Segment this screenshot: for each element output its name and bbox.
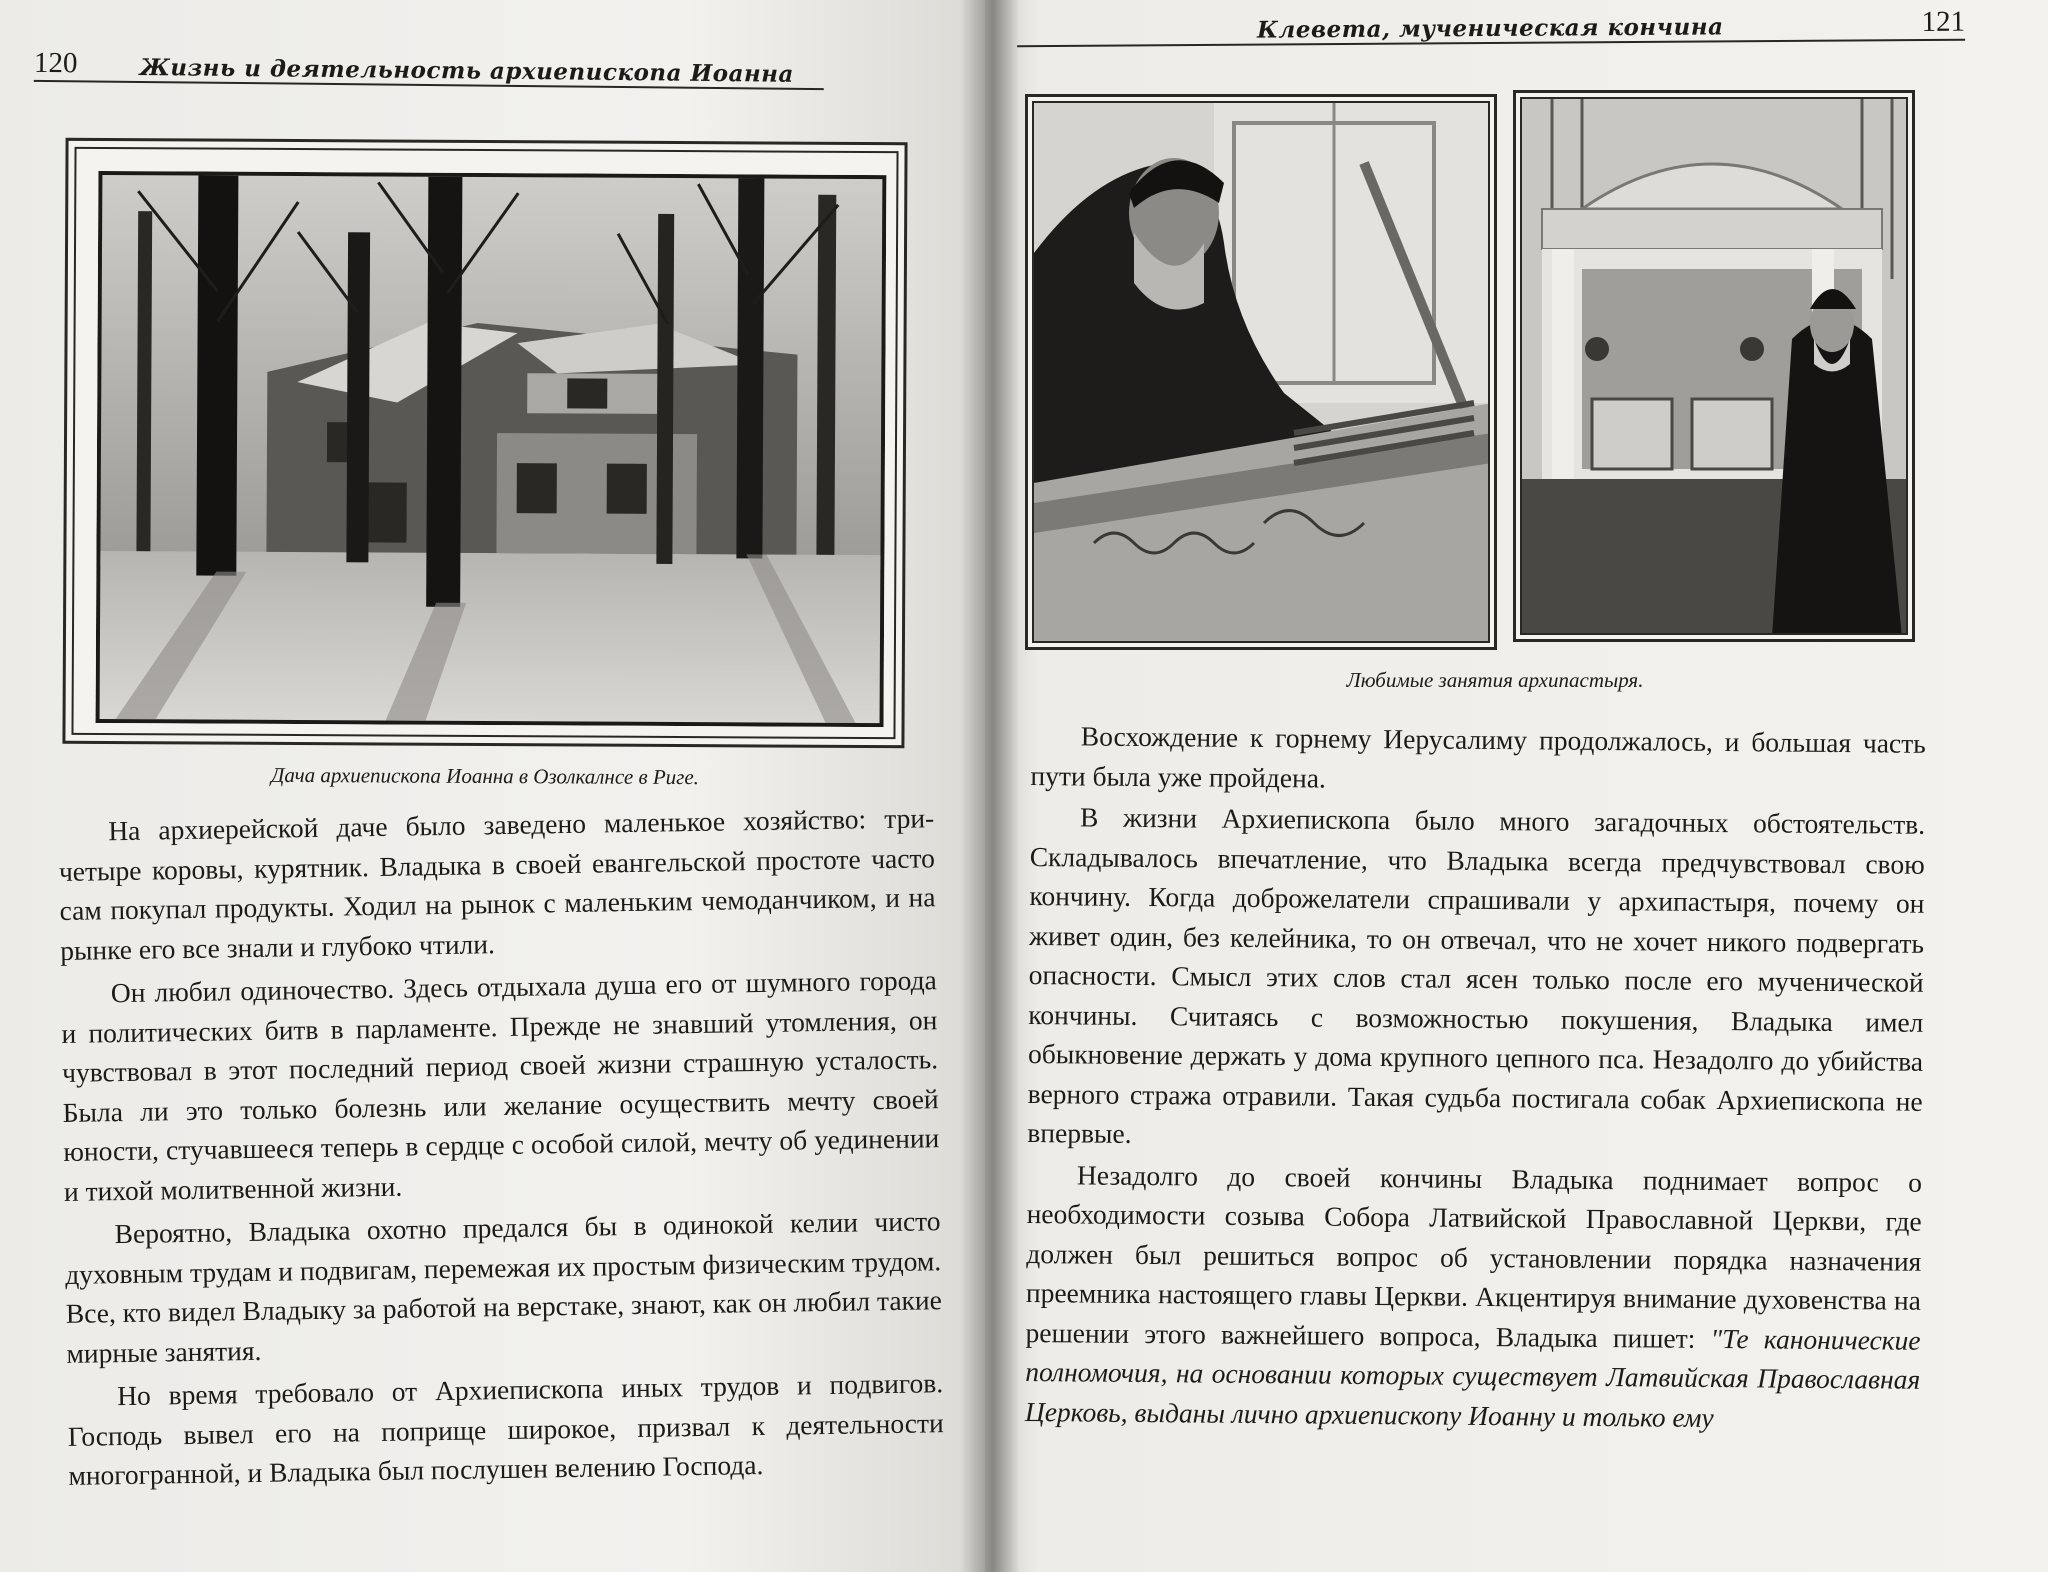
left-paragraph-2: Он любил одиночество. Здесь отдыхала душа его от шумного города и политических битв в парламенте. Прежде не знавший утомления, он чувствовал в этот последний период своей жизни страшную усталость. Была ли это только болезнь или желание осуществить мечту своей юности, стучавшееся теперь в сердце с особой силой, мечту об уединении и тихой молитвенной жизни. — [61, 964, 940, 1207]
workbench-photo-image — [1034, 103, 1490, 643]
right-paragraph-2: В жизни Архиепископа было много загадочных обстоятельств. Складывалось впечатление, что Владыка всегда предчувствовал свою кончину. Когда доброжелатели спрашивали у архипастыря, почему он живет один, без келейника, то он отвечал, что не хочет никого подвергать опасности. Смысл этих слов стал ясен только после его мученической кончины. Считаясь с возможностью покушения, Владыка имел обыкновение держать у дома крупного цепного пса. Незадолго до убийства верного стража отравили. Такая судьба постигала собак Архиепископа не впервые. — [1027, 801, 1926, 1149]
right-running-title: Клевета, мученическая кончина — [1256, 13, 1724, 44]
right-running-head — [1017, 0, 1965, 47]
right-paragraph-3-text: Незадолго до своей кончины Владыка поднимает вопрос о необходимости созыва Собора Латвийской Православной Церкви, где должен был решиться вопрос об установлении порядка назначения преемника настоящего главы Церкви. Акцентируя внимание духовенства на решении этого важнейшего вопроса, Владыка пишет: — [1025, 1158, 1923, 1354]
apiary-photo — [1513, 90, 1915, 642]
apiary-photo-image — [1522, 99, 1908, 635]
left-page — [0, 0, 985, 1572]
dacha-photo — [62, 138, 907, 748]
left-paragraph-4: Но время требовало от Архиепископа иных трудов и подвигов. Господь вывел его на поприще широкое, призвал к деятельности многогранной, и Владыка был послушен велению Господа. — [67, 1367, 944, 1491]
left-body-text — [58, 798, 945, 1495]
right-page — [985, 0, 2048, 1572]
left-running-head — [34, 36, 824, 90]
left-running-title: Жизнь и деятельность архиепископа Иоанна — [139, 53, 795, 88]
workbench-photo — [1025, 94, 1497, 650]
left-photo-caption: Дача архиепископа Иоанна в Озолкалнсе в Риге. — [270, 762, 700, 790]
left-page-number: 120 — [33, 46, 78, 80]
right-paragraph-3-quote: "Те канонические полномочия, на основании которых существует Латвийская Православная Церковь, выданы лично архиепископу Иоанну и только ему — [1024, 1322, 1921, 1433]
right-photo-caption: Любимые занятия архипастыря. — [1346, 668, 1644, 692]
right-page-number: 121 — [1921, 5, 1966, 38]
dacha-photo-image — [96, 171, 887, 727]
left-paragraph-3: Вероятно, Владыка охотно предался бы в одинокой келии чисто духовным трудам и подвигам, перемежая их простым физическим трудом. Все, кто видел Владыку за работой на верстаке, знают, как он любил такие мирные занятия. — [65, 1205, 943, 1369]
right-paragraph-1: Восхождение к горнему Иерусалиму продолжалось, и большая часть пути была уже пройдена. — [1030, 720, 1926, 794]
right-body-text — [1025, 716, 1926, 1439]
right-paragraph-3 — [1025, 1154, 1922, 1438]
left-paragraph-1: На архиерейской даче было заведено маленькое хозяйство: три-четыре коровы, курятник. Владыка в своей евангельской простоте часто сам покупал продукты. Ходил на рынок с маленьким чемоданчиком, и на рынке его все знали и глубоко чтили. — [58, 802, 936, 966]
